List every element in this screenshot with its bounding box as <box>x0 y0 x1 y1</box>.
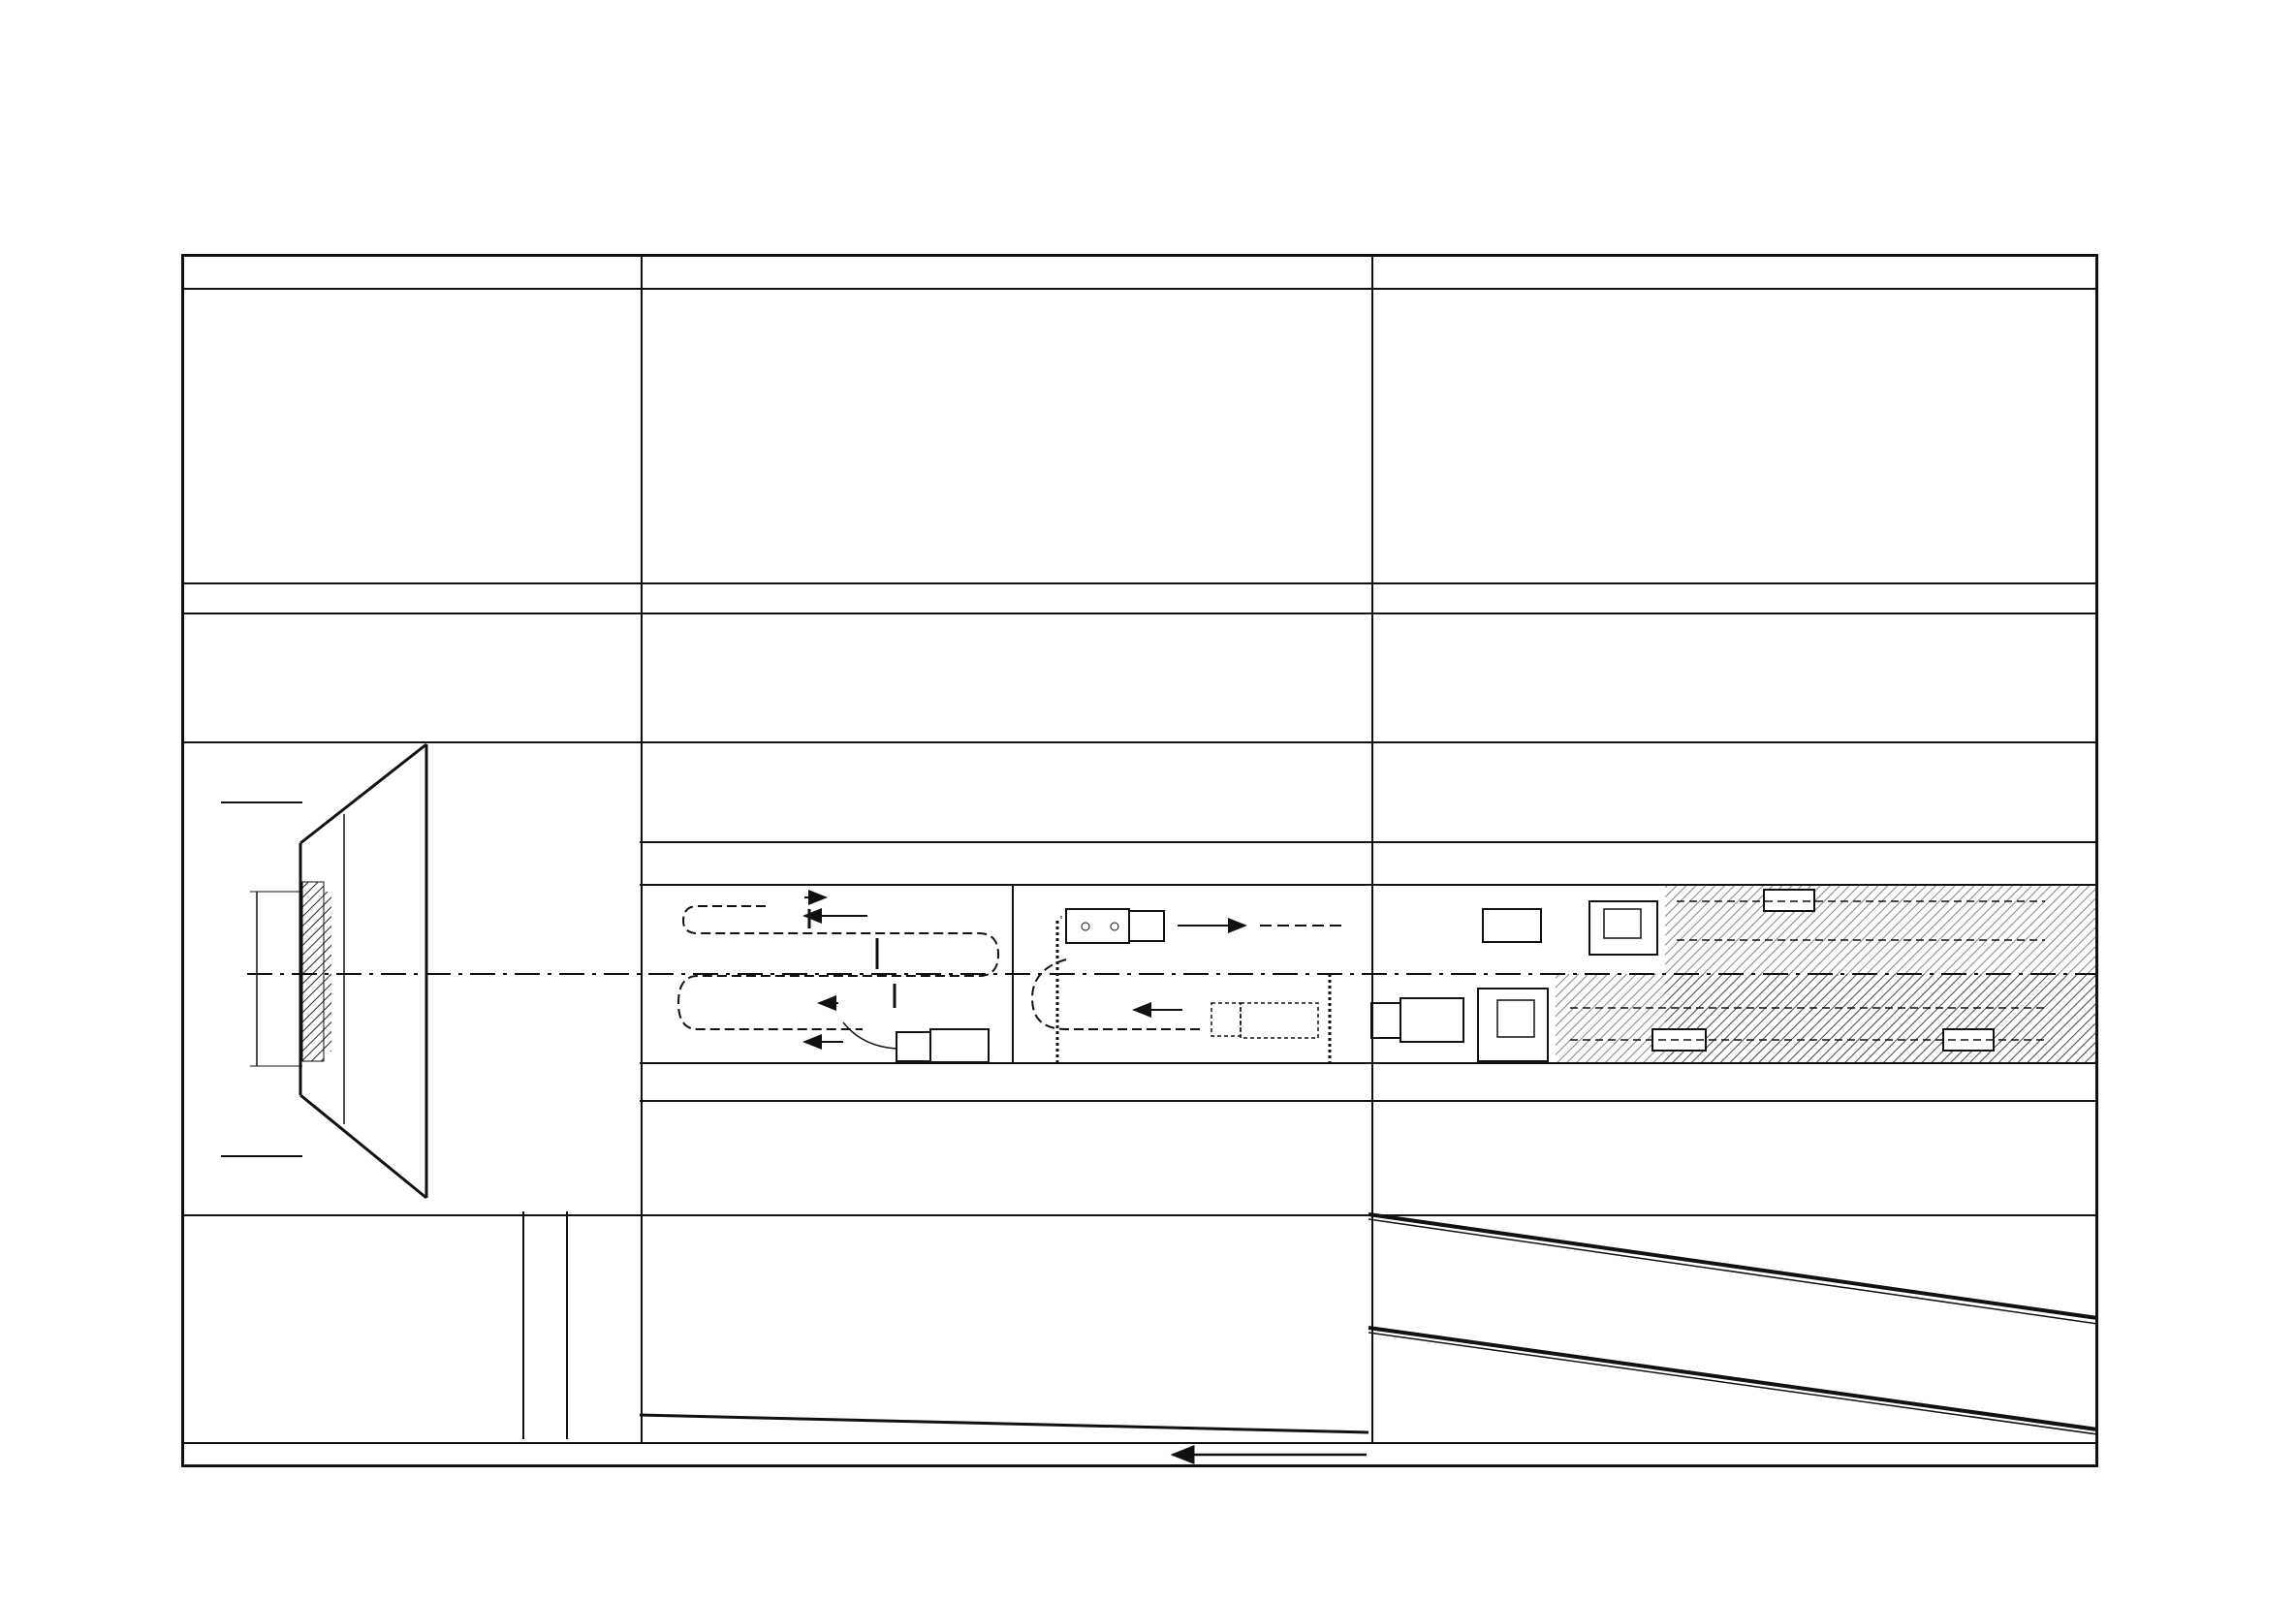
kamaz-top-line <box>1368 1214 2097 1318</box>
emulsion-path <box>678 906 998 1029</box>
washer-tank <box>1066 909 1129 943</box>
kamaz-top-line-2 <box>1368 1219 2097 1324</box>
washer-wheel-2 <box>1111 923 1118 930</box>
washer-ghost-cab <box>1211 1003 1241 1036</box>
roller-1 <box>1764 890 1814 911</box>
dump-truck-a <box>1483 909 1541 942</box>
spray-fan <box>843 1022 896 1049</box>
hourly-schedule <box>523 1211 2097 1455</box>
base-layer <box>324 892 331 1052</box>
ds181-line <box>1368 1328 2097 1429</box>
paver-a-cab <box>1604 909 1641 938</box>
washer-wheel-1 <box>1082 923 1089 930</box>
autogudronator-tank <box>930 1029 989 1062</box>
pavement-layers <box>302 882 324 1061</box>
dump-truck-b-cab <box>1371 1003 1400 1038</box>
paved-area-lower <box>1556 974 2097 1063</box>
ds181-line-2 <box>1368 1333 2097 1434</box>
washer-cab <box>1129 911 1164 941</box>
autogudronator-cab <box>896 1032 930 1061</box>
slope-line-top <box>300 744 426 843</box>
slope-line-bottom <box>300 1095 426 1198</box>
road-cross-section <box>221 744 426 1198</box>
dump-truck-b-body <box>1400 998 1463 1042</box>
md433-line <box>640 1415 1368 1432</box>
washer-ghost-tank <box>1241 1003 1318 1038</box>
paver-b-cab <box>1497 1000 1534 1037</box>
plan-view <box>247 842 2097 1101</box>
